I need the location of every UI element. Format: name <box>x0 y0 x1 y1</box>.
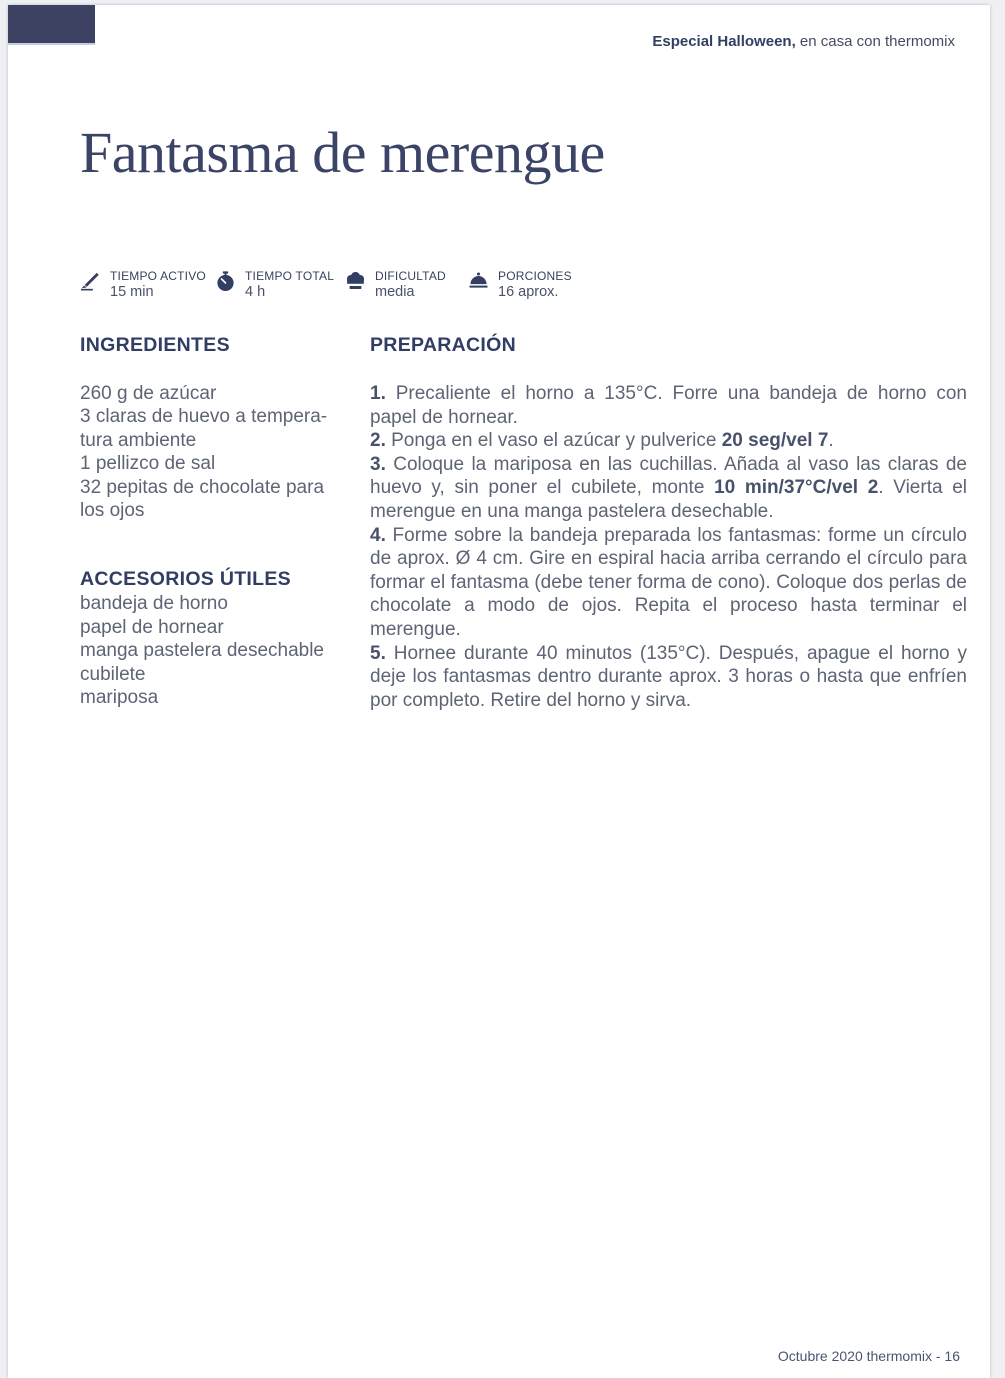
meta-value: 15 min <box>110 284 154 300</box>
list-line: mariposa <box>80 687 159 709</box>
meta-value: media <box>375 284 415 300</box>
footer-caption: Octubre 2020 thermomix - 16 <box>777 1348 960 1364</box>
meta-item-porciones <box>468 268 572 301</box>
preparation-step <box>370 524 967 642</box>
list-line: tura ambiente <box>80 429 197 451</box>
stopwatch-icon <box>215 271 236 292</box>
step-number: 1. <box>370 383 396 404</box>
step-text: . <box>828 430 834 452</box>
meta-value: 4 h <box>245 284 266 300</box>
left-column <box>80 333 342 709</box>
step-text: Ponga en el vaso el azúcar y pulverice <box>391 430 722 452</box>
step-bold-setting: 10 min/37°C/vel 2 <box>714 477 879 499</box>
step-text: Forme sobre la bandeja preparada los fantasmas: forme un círculo de aprox. Ø 4 cm. Gire en espiral hacia arriba cerrando el círculo para formar el fantasma (debe tener forma de cono). Coloque dos perlas de chocolate a modo de ojos. Repita el proceso hasta terminar el merengue. <box>370 524 967 640</box>
preparation-step <box>370 453 967 524</box>
preparation-step <box>370 642 967 713</box>
accessories-section <box>80 567 342 709</box>
meta-row <box>80 268 700 312</box>
accessories-heading: ACCESORIOS ÚTILES <box>80 568 291 591</box>
page-header <box>652 33 955 50</box>
meta-label: TIEMPO ACTIVO <box>110 269 206 283</box>
recipe-title: Fantasma de merengue <box>80 120 605 185</box>
preparation-heading: PREPARACIÓN <box>370 334 516 356</box>
knife-icon <box>80 271 101 292</box>
list-line: los ojos <box>80 500 145 522</box>
step-bold-setting: 20 seg/vel 7 <box>721 430 829 452</box>
step-number: 2. <box>370 430 392 452</box>
meta-label: PORCIONES <box>498 269 572 283</box>
step-text: Precaliente el horno a 135°C. Forre una bandeja de horno con papel de hornear. <box>370 383 967 428</box>
meta-item-tiempo-total <box>215 268 334 301</box>
list-line: bandeja de horno <box>80 593 228 615</box>
preparation-step <box>370 429 967 453</box>
chef-hat-icon <box>345 271 366 292</box>
step-number: 5. <box>370 642 394 664</box>
list-line: 3 claras de huevo a tempera- <box>80 406 328 428</box>
preparation-steps <box>370 382 967 712</box>
meta-label: DIFICULTAD <box>375 269 446 283</box>
list-line: cubilete <box>80 663 146 685</box>
list-line: manga pastelera desechable <box>80 640 325 662</box>
step-text: . Vierta el merengue en una manga pastelera desechable. <box>370 477 968 522</box>
meta-item-tiempo-activo <box>80 268 206 301</box>
list-line: papel de hornear <box>80 616 224 638</box>
step-number: 4. <box>370 524 393 546</box>
step-number: 3. <box>370 453 394 475</box>
cloche-icon <box>468 271 489 292</box>
list-line: 1 pellizco de sal <box>80 453 216 475</box>
preparation-step <box>370 382 967 429</box>
meta-value: 16 aprox. <box>498 284 559 300</box>
meta-label: TIEMPO TOTAL <box>245 269 335 283</box>
list-line: 260 g de azúcar <box>80 383 217 404</box>
magazine-page <box>8 5 990 1378</box>
step-text: Hornee durante 40 minutos (135°C). Después, apague el horno y deje los fantasmas dentro durante aprox. 3 horas o hasta que enfríen por completo. Retire del horno y sirva. <box>370 642 968 711</box>
ingredients-list <box>80 382 342 522</box>
header-brand: Especial Halloween, <box>652 33 796 50</box>
list-line: 32 pepitas de chocolate para <box>80 476 325 498</box>
corner-accent-block <box>8 5 95 45</box>
right-column <box>370 333 967 712</box>
step-text: Coloque la mariposa en las cuchillas. Añada al vaso las claras de huevo y, sin poner el cubilete, monte <box>370 453 967 499</box>
accessories-list <box>80 592 342 709</box>
ingredients-heading: INGREDIENTES <box>80 334 230 356</box>
header-subtitle: en casa con thermomix <box>795 33 955 50</box>
meta-item-dificultad <box>345 268 446 301</box>
